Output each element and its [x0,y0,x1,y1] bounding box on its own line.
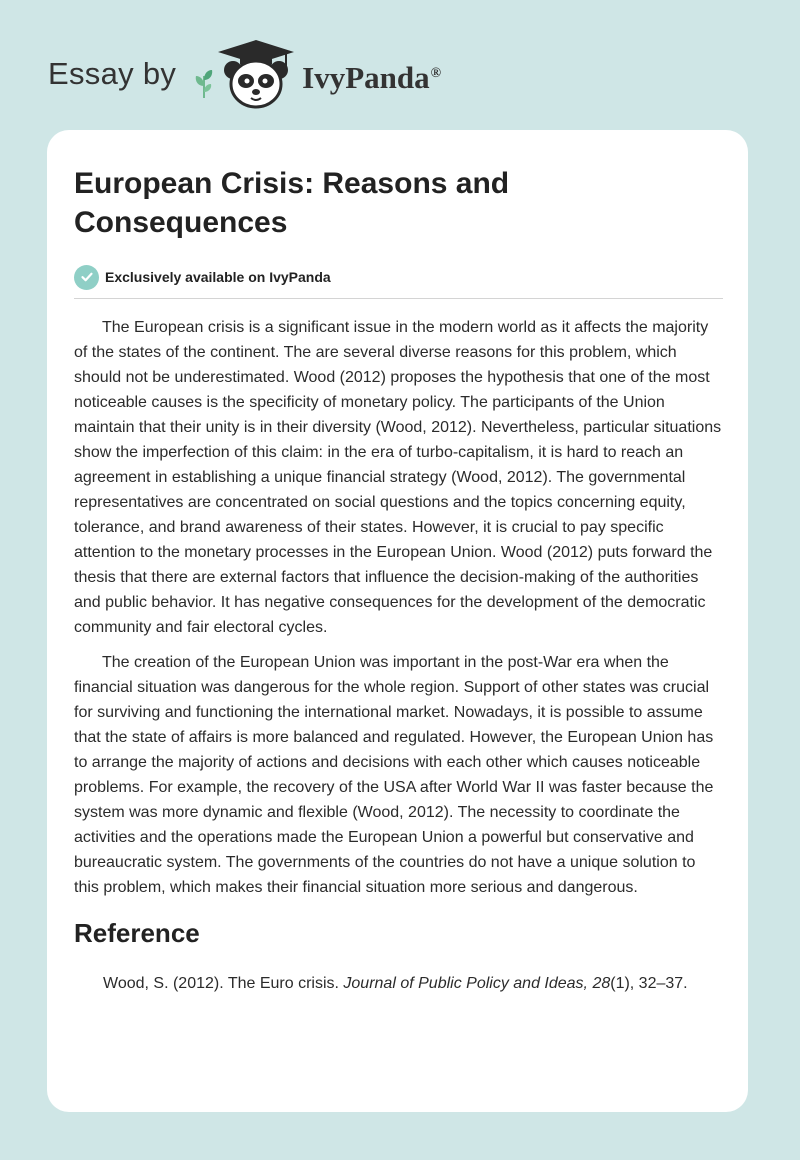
reference-entry [74,971,723,996]
essay-by-label: Essay by [48,56,177,91]
body-paragraph-1: The European crisis is a significant issue in the modern world as it affects the majority of the states of the continent. The are several diverse reasons for this problem, which should not be underestimated. Wood (2012) proposes the hypothesis that one of the most noticeable causes is the specificity of monetary policy. The participants of the Union maintain that their unity is in their diversity (Wood, 2012). Nevertheless, particular situations show the imperfection of this claim: in the era of turbo-capitalism, it is hard to reach an agreement in establishing a unique financial strategy (Wood, 2012). The governmental representatives are concentrated on social questions and the topics concerning equity, tolerance, and brand awareness of their states. However, it is crucial to pay specific attention to the monetary processes in the European Union. Wood (2012) puts forward the thesis that there are external factors that influence the decision-making of the authorities and public behavior. It has negative consequences for the development of the democratic community and fair electoral cycles. [74,319,722,636]
check-circle-icon [74,265,99,290]
reference-issue: (1), 32–37. [610,975,688,992]
essay-content [74,164,723,996]
reference-heading: Reference [74,918,200,948]
reference-prefix: Wood, S. (2012). The Euro crisis. [103,975,344,992]
body-paragraph-2: The creation of the European Union was important in the post-War era when the financial situation was dangerous for the whole region. Support of other states was crucial for surviving and functioning the international market. Nowadays, it is possible to assume that the state of affairs is more balanced and regulated. However, the European Union has to arrange the majority of actions and decisions with each other which causes noticeable problems. For example, the recovery of the USA after World War II was faster because the system was more dynamic and flexible (Wood, 2012). The necessity to coordinate the activities and the operations made the European Union a powerful but conservative and bureaucratic system. The governments of the countries do not have a unique solution to this problem, which makes their financial situation more serious and dangerous. [74,654,714,896]
ivy-leaf-icon [194,64,214,98]
essay-title: European Crisis: Reasons and Consequences [74,167,510,239]
brand-name: IvyPanda® [302,60,442,95]
site-header [48,36,441,112]
title-divider [74,298,723,299]
exclusive-badge-text: Exclusively available on IvyPanda [105,269,331,285]
registered-mark: ® [430,65,442,81]
reference-journal: Journal of Public Policy and Ideas, 28 [343,975,611,992]
essay-card [47,130,748,1112]
exclusive-badge [74,264,723,290]
panda-logo-icon [216,38,296,110]
